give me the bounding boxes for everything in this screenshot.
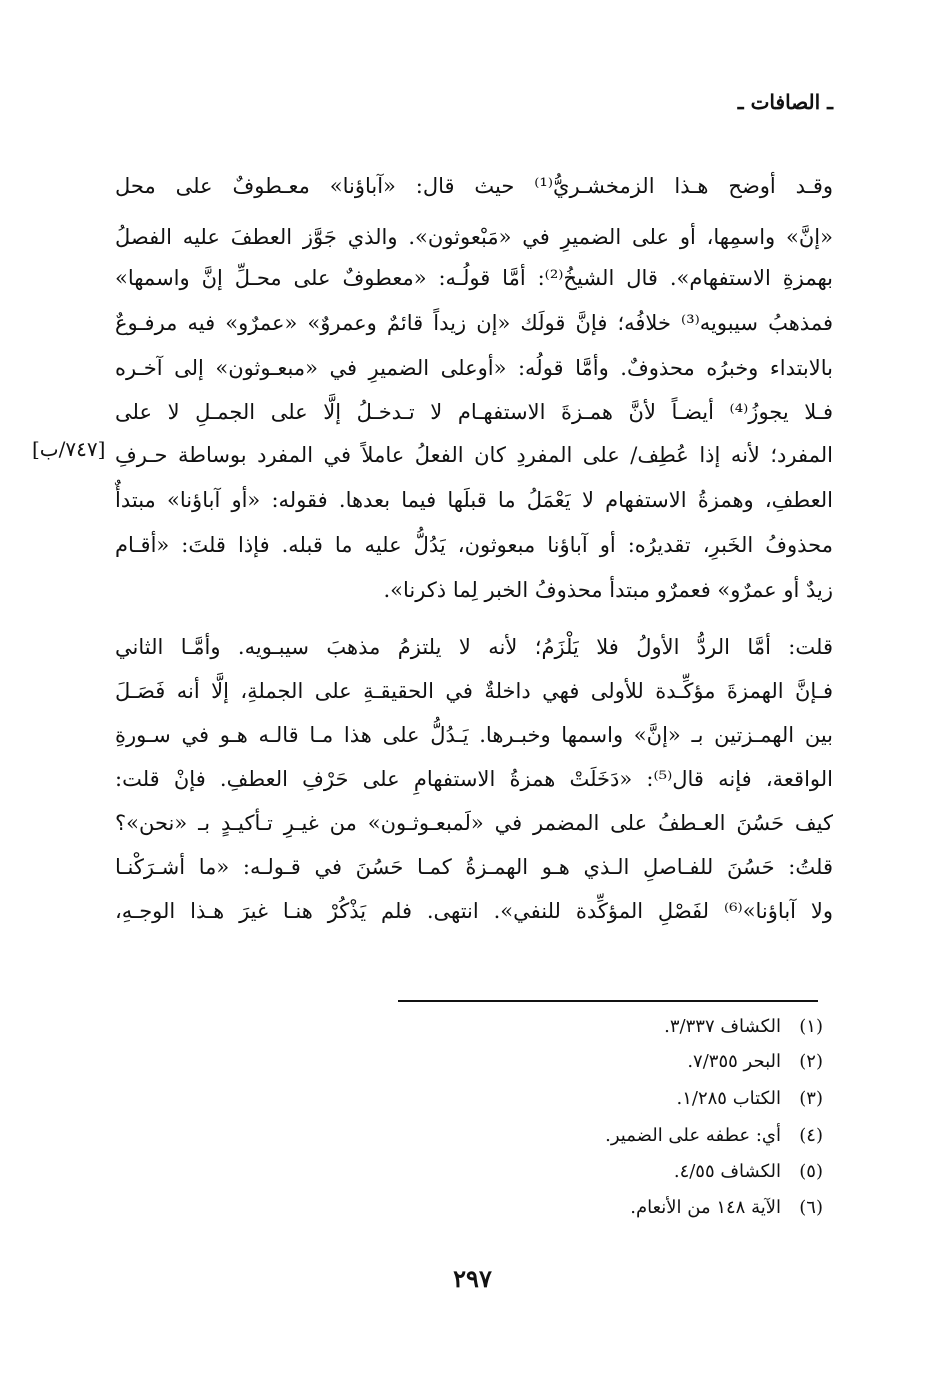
text-line: بالابتداء وخبرُه محذوفٌ. وأمَّا قولُه: «أوعلى الضميرِ في «مبعـوثون» إلى آخـره	[115, 356, 833, 380]
text-line: بهمزةِ الاستفهام». قال الشيخُ⁽²⁾: أمَّا قولُـه: «معطوفٌ على محـلِّ إنَّ واسمها»	[115, 266, 834, 290]
text-line: كيف حَسُنَ العـطفُ على المضمر في «لَمبعـوثـون» من غيـرِ تـأكيـدٍ بـ «نحن»؟	[115, 811, 833, 835]
text-line: وقـد أوضح هـذا الزمخشـريُّ⁽¹⁾ حيث قال: «آباؤنا» معـطوفٌ على محل	[115, 174, 833, 198]
footnote-number: (٢)	[799, 1051, 823, 1072]
page-number: ٢٩٧	[453, 1264, 492, 1293]
footnote-number: (٥)	[799, 1161, 823, 1182]
footnote-text: الآية ١٤٨ من الأنعام.	[630, 1197, 781, 1218]
footnote-number: (١)	[799, 1016, 823, 1037]
footnote-text: الكتاب ١/٢٨٥.	[676, 1088, 781, 1109]
footnote-text: الكشاف ٣/٣٣٧.	[664, 1016, 781, 1037]
folio-margin-note: [٧٤٧/ب]	[32, 437, 106, 461]
text-line: فمذهبُ سيبويه⁽³⁾ خلافُه؛ فإنَّ قولَك «إن زيداً قائمٌ وعمروٌ» «عمرٌو» فيه مرفـوعٌ	[115, 311, 833, 335]
text-line: قلتُ: حَسُنَ للفـاصلِ الـذي هـو الهمـزةُ كمـا حَسُنَ في قـولـه: «ما أشـرَكْنـا	[115, 855, 833, 879]
text-line: المفرد؛ لأنه إذا عُطِف/ على المفردِ كان الفعلُ عاملاً في المفرد بوساطة حـرفِ	[115, 443, 833, 467]
text-line: قلت: أمَّا الردُّ الأولُ فلا يَلْزَمُ؛ لأنه لا يلتزمُ مذهبَ سيبـويه. وأمَّـا الثاني	[115, 635, 833, 659]
text-line: فـلا يجوزُ⁽⁴⁾ أيضـاً لأنَّ همـزةَ الاستفهـام لا تـدخـلُ إلَّا على الجمـلِ لا على	[115, 400, 833, 424]
running-header: ـ الصافات ـ	[737, 90, 833, 114]
footnote-text: البحر ٧/٣٥٥.	[687, 1051, 781, 1072]
footnote-divider	[398, 1000, 818, 1002]
text-line: الواقعة، فإنه قال⁽⁵⁾: «دَخَلَتْ همزةُ الاستفهامِ على حَرْفِ العطفِ. فإنْ قلت:	[115, 767, 833, 791]
text-line: ولا آباؤنا»⁽⁶⁾ لفَصْلِ المؤكِّدة للنفي». انتهى. فلم يَذْكُرْ هنـا غيرَ هـذا الوجـهِ،	[115, 899, 833, 923]
footnote-number: (٤)	[799, 1125, 823, 1146]
text-line: العطفِ، وهمزةُ الاستفهام لا يَعْمَلُ ما قبلَها فيما بعدها. فقوله: «أو آباؤنا» مبتدأٌ	[115, 488, 833, 512]
footnote-number: (٣)	[799, 1088, 823, 1109]
text-line: فـإنَّ الهمزةَ مؤكِّـدة للأولى فهي داخلةٌ في الحقيقـةِ على الجملةِ، إلَّا أنه فَصَـلَ	[115, 679, 833, 703]
footnote-item	[674, 1159, 823, 1185]
footnote-number: (٦)	[799, 1197, 823, 1218]
footnote-item	[687, 1049, 823, 1075]
text-line: «إنَّ» واسمِها، أو على الضميرِ في «مَبْعوثون». والذي جَوَّز العطفَ عليه الفصلُ	[115, 225, 833, 249]
text-line: زيدٌ أو عمرٌو» فعمرٌو مبتدأ محذوفُ الخبر لِما ذكرنا».	[383, 578, 833, 602]
text-line: محذوفُ الخَبرِ، تقديرُه: أو آباؤنا مبعوثون، يَدُلُّ عليه ما قبله. فإذا قلتَ: «أقـام	[115, 533, 833, 557]
footnote-item	[664, 1014, 823, 1040]
footnote-text: الكشاف ٤/٥٥.	[673, 1161, 781, 1182]
footnote-item	[630, 1195, 823, 1221]
footnote-item	[605, 1123, 823, 1149]
text-line: بين الهمـزتين بـ «إنَّ» واسمها وخبـرها. يَـدُلُّ على هذا مـا قالـه هـو في سـورةِ	[115, 723, 833, 747]
footnote-text: أي: عطفه على الضمير.	[605, 1125, 781, 1146]
footnote-item	[677, 1086, 824, 1112]
